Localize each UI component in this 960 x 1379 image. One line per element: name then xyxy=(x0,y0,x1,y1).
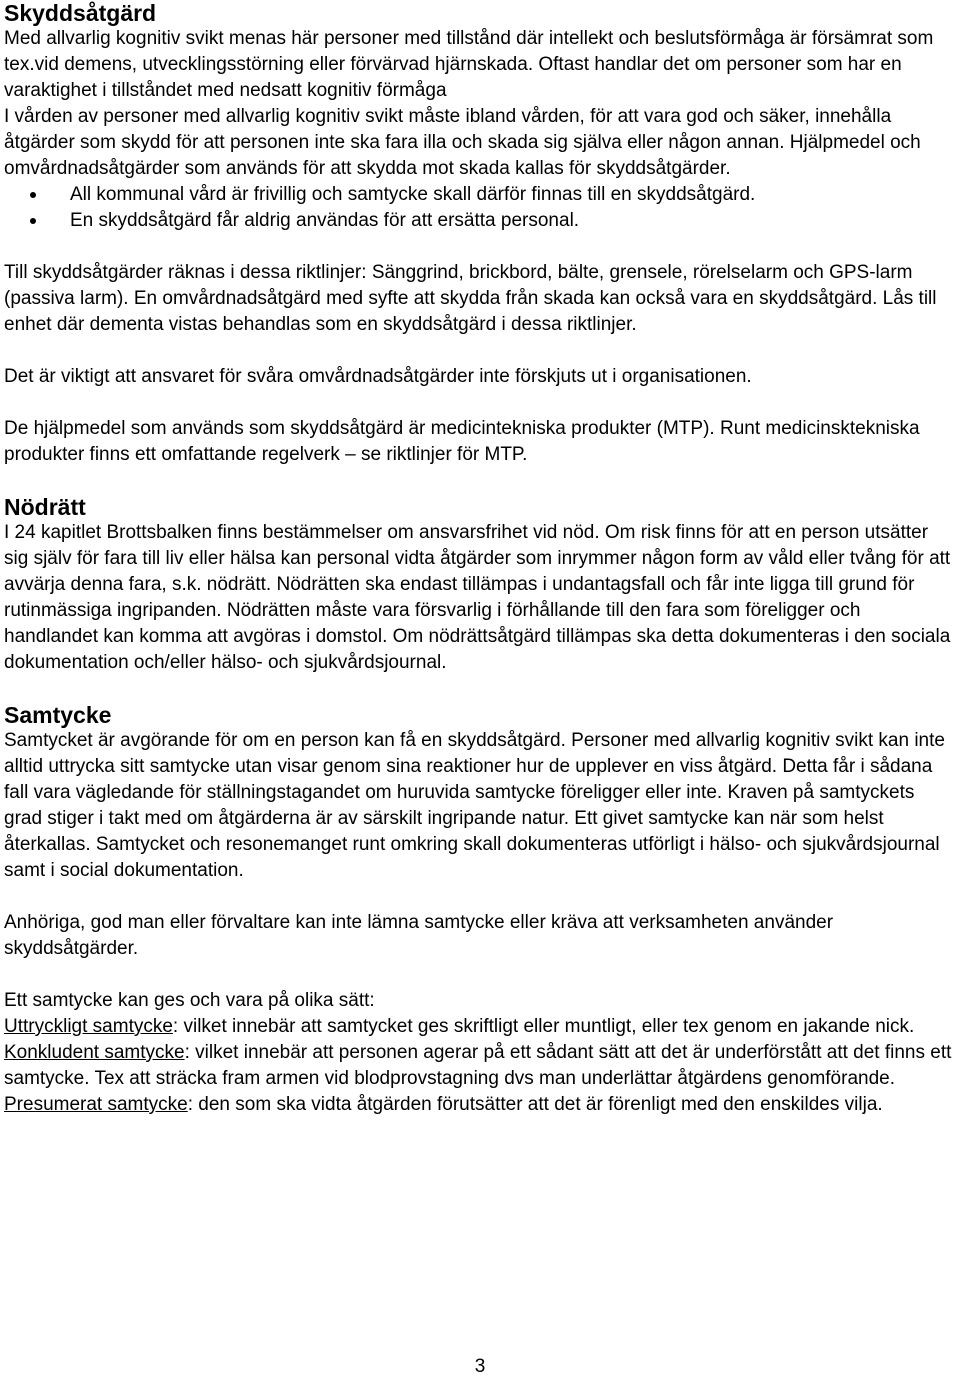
bullet-icon xyxy=(30,192,36,198)
paragraph: Anhöriga, god man eller förvaltare kan inte lämna samtycke eller kräva att verksamheten använder skyddsåtgärder. xyxy=(4,912,834,959)
list-item: En skyddsåtgärd får aldrig användas för att ersätta personal. xyxy=(4,208,954,234)
consent-type: Konkludent samtycke: vilket innebär att personen agerar på ett sådant sätt att det är underförstått att det finns ett samtycke. Tex att sträcka fram armen vid blodprovstagning dvs man underlättar åtgärdens genomförande. xyxy=(4,1042,952,1089)
paragraph: De hjälpmedel som används som skyddsåtgärd är medicintekniska produkter (MTP). Runt medicinsktekniska produkter finns ett omfattande regelverk – se riktlinjer för MTP. xyxy=(4,418,920,465)
bullet-list xyxy=(4,182,954,234)
page-number: 3 xyxy=(474,1356,486,1377)
bullet-icon xyxy=(30,218,36,224)
heading-samtycke: Samtycke xyxy=(4,702,112,728)
paragraph: Samtycket är avgörande för om en person kan få en skyddsåtgärd. Personer med allvarlig kognitiv svikt kan inte alltid uttrycka sitt samtycke utan visar genom sina reaktioner hur de upplever en viss åtgärd. Detta får i sådana fall vara vägledande för ställningstagandet om huruvida samtycke föreligger eller inte. Kraven på samtyckets grad stiger i takt med om åtgärderna är av särskilt ingripande natur. Ett givet samtycke kan när som helst återkallas. Samtycket och resonemanget runt omkring skall dokumenteras utförligt i hälso- och sjukvårdsjournal samt i social dokumentation. xyxy=(4,730,945,881)
consent-term: Konkludent samtycke xyxy=(4,1042,185,1063)
paragraph: Ett samtycke kan ges och vara på olika sätt: xyxy=(4,990,375,1011)
heading-skyddsatgard: Skyddsåtgärd xyxy=(4,0,157,26)
paragraph: I vården av personer med allvarlig kognitiv svikt måste ibland vården, för att vara god och säker, innehålla åtgärder som skydd för att personen inte ska fara illa och skada sig själva eller någon annan. Hjälpmedel och omvårdnadsåtgärder som används för att skydda mot skada kallas för skyddsåtgärder. xyxy=(4,106,921,179)
paragraph: Till skyddsåtgärder räknas i dessa riktlinjer: Sänggrind, brickbord, bälte, grensele, rörelselarm och GPS-larm (passiva larm). En omvårdnadsåtgärd med syfte att skydda från skada kan också vara en skyddsåtgärd. Lås till enhet där dementa vistas behandlas som en skyddsåtgärd i dessa riktlinjer. xyxy=(4,262,937,335)
consent-term: Uttryckligt samtycke xyxy=(4,1016,173,1037)
consent-type: Presumerat samtycke: den som ska vidta åtgärden förutsätter att det är förenligt med den enskildes vilja. xyxy=(4,1094,883,1115)
list-item: All kommunal vård är frivillig och samtycke skall därför finnas till en skyddsåtgärd. xyxy=(4,182,954,208)
consent-type: Uttryckligt samtycke: vilket innebär att samtycket ges skriftligt eller muntligt, eller tex genom en jakande nick. xyxy=(4,1016,915,1037)
heading-nodratt: Nödrätt xyxy=(4,494,86,520)
paragraph: Med allvarlig kognitiv svikt menas här personer med tillstånd där intellekt och beslutsförmåga är försämrat som tex.vid demens, utvecklingsstörning eller förvärvad hjärnskada. Oftast handlar det om personer som har en varaktighet i tillståndet med nedsatt kognitiv förmåga xyxy=(4,28,934,101)
paragraph: Det är viktigt att ansvaret för svåra omvårdnadsåtgärder inte förskjuts ut i organisationen. xyxy=(4,366,752,387)
document-page xyxy=(4,0,954,1118)
paragraph: I 24 kapitlet Brottsbalken finns bestämmelser om ansvarsfrihet vid nöd. Om risk finns för att en person utsätter sig själv för fara till liv eller hälsa kan personal vidta åtgärder som inrymmer någon form av våld eller tvång för att avvärja denna fara, s.k. nödrätt. Nödrätten ska endast tillämpas i undantagsfall och får inte ligga till grund för rutinmässiga ingripanden. Nödrätten måste vara försvarlig i förhållande till den fara som föreligger och handlandet kan komma att avgöras i domstol. Om nödrättsåtgärd tillämpas ska detta dokumenteras i den sociala dokumentation och/eller hälso- och sjukvårdsjournal. xyxy=(4,522,951,673)
consent-term: Presumerat samtycke xyxy=(4,1094,188,1115)
